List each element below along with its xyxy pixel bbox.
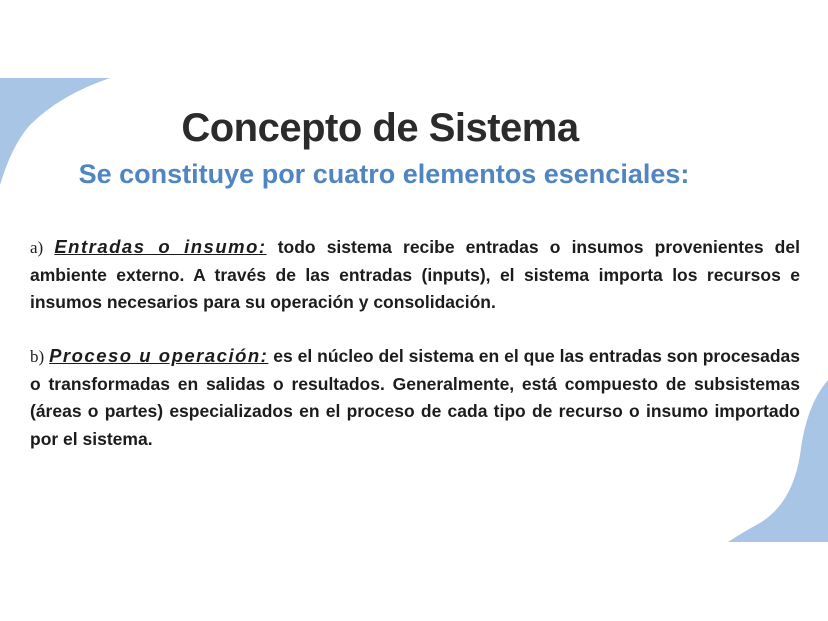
item-term: Entradas o insumo:	[54, 236, 267, 257]
item-text: es el núcleo del sistema en el que las entradas son procesadas o transformadas en salidas o resultados. Generalmente, está compuesto de subsistemas (áreas o partes) especializados en el proceso de cada tipo de recurso o insumo importado por el sistema.	[30, 346, 801, 449]
item-proceso	[30, 342, 800, 453]
item-entradas	[30, 233, 800, 317]
item-marker: a)	[30, 238, 44, 257]
page-subtitle: Se constituye por cuatro elementos esenciales:	[78, 159, 690, 189]
item-term: Proceso u operación:	[49, 345, 269, 366]
item-text: todo sistema recibe entradas o insumos provenientes del ambiente externo. A través de las entradas (inputs), el sistema importa los recursos e insumos necesarios para su operación y consolidación.	[30, 237, 800, 312]
item-marker: b)	[30, 347, 45, 366]
page-title: Concepto de Sistema	[181, 106, 579, 150]
